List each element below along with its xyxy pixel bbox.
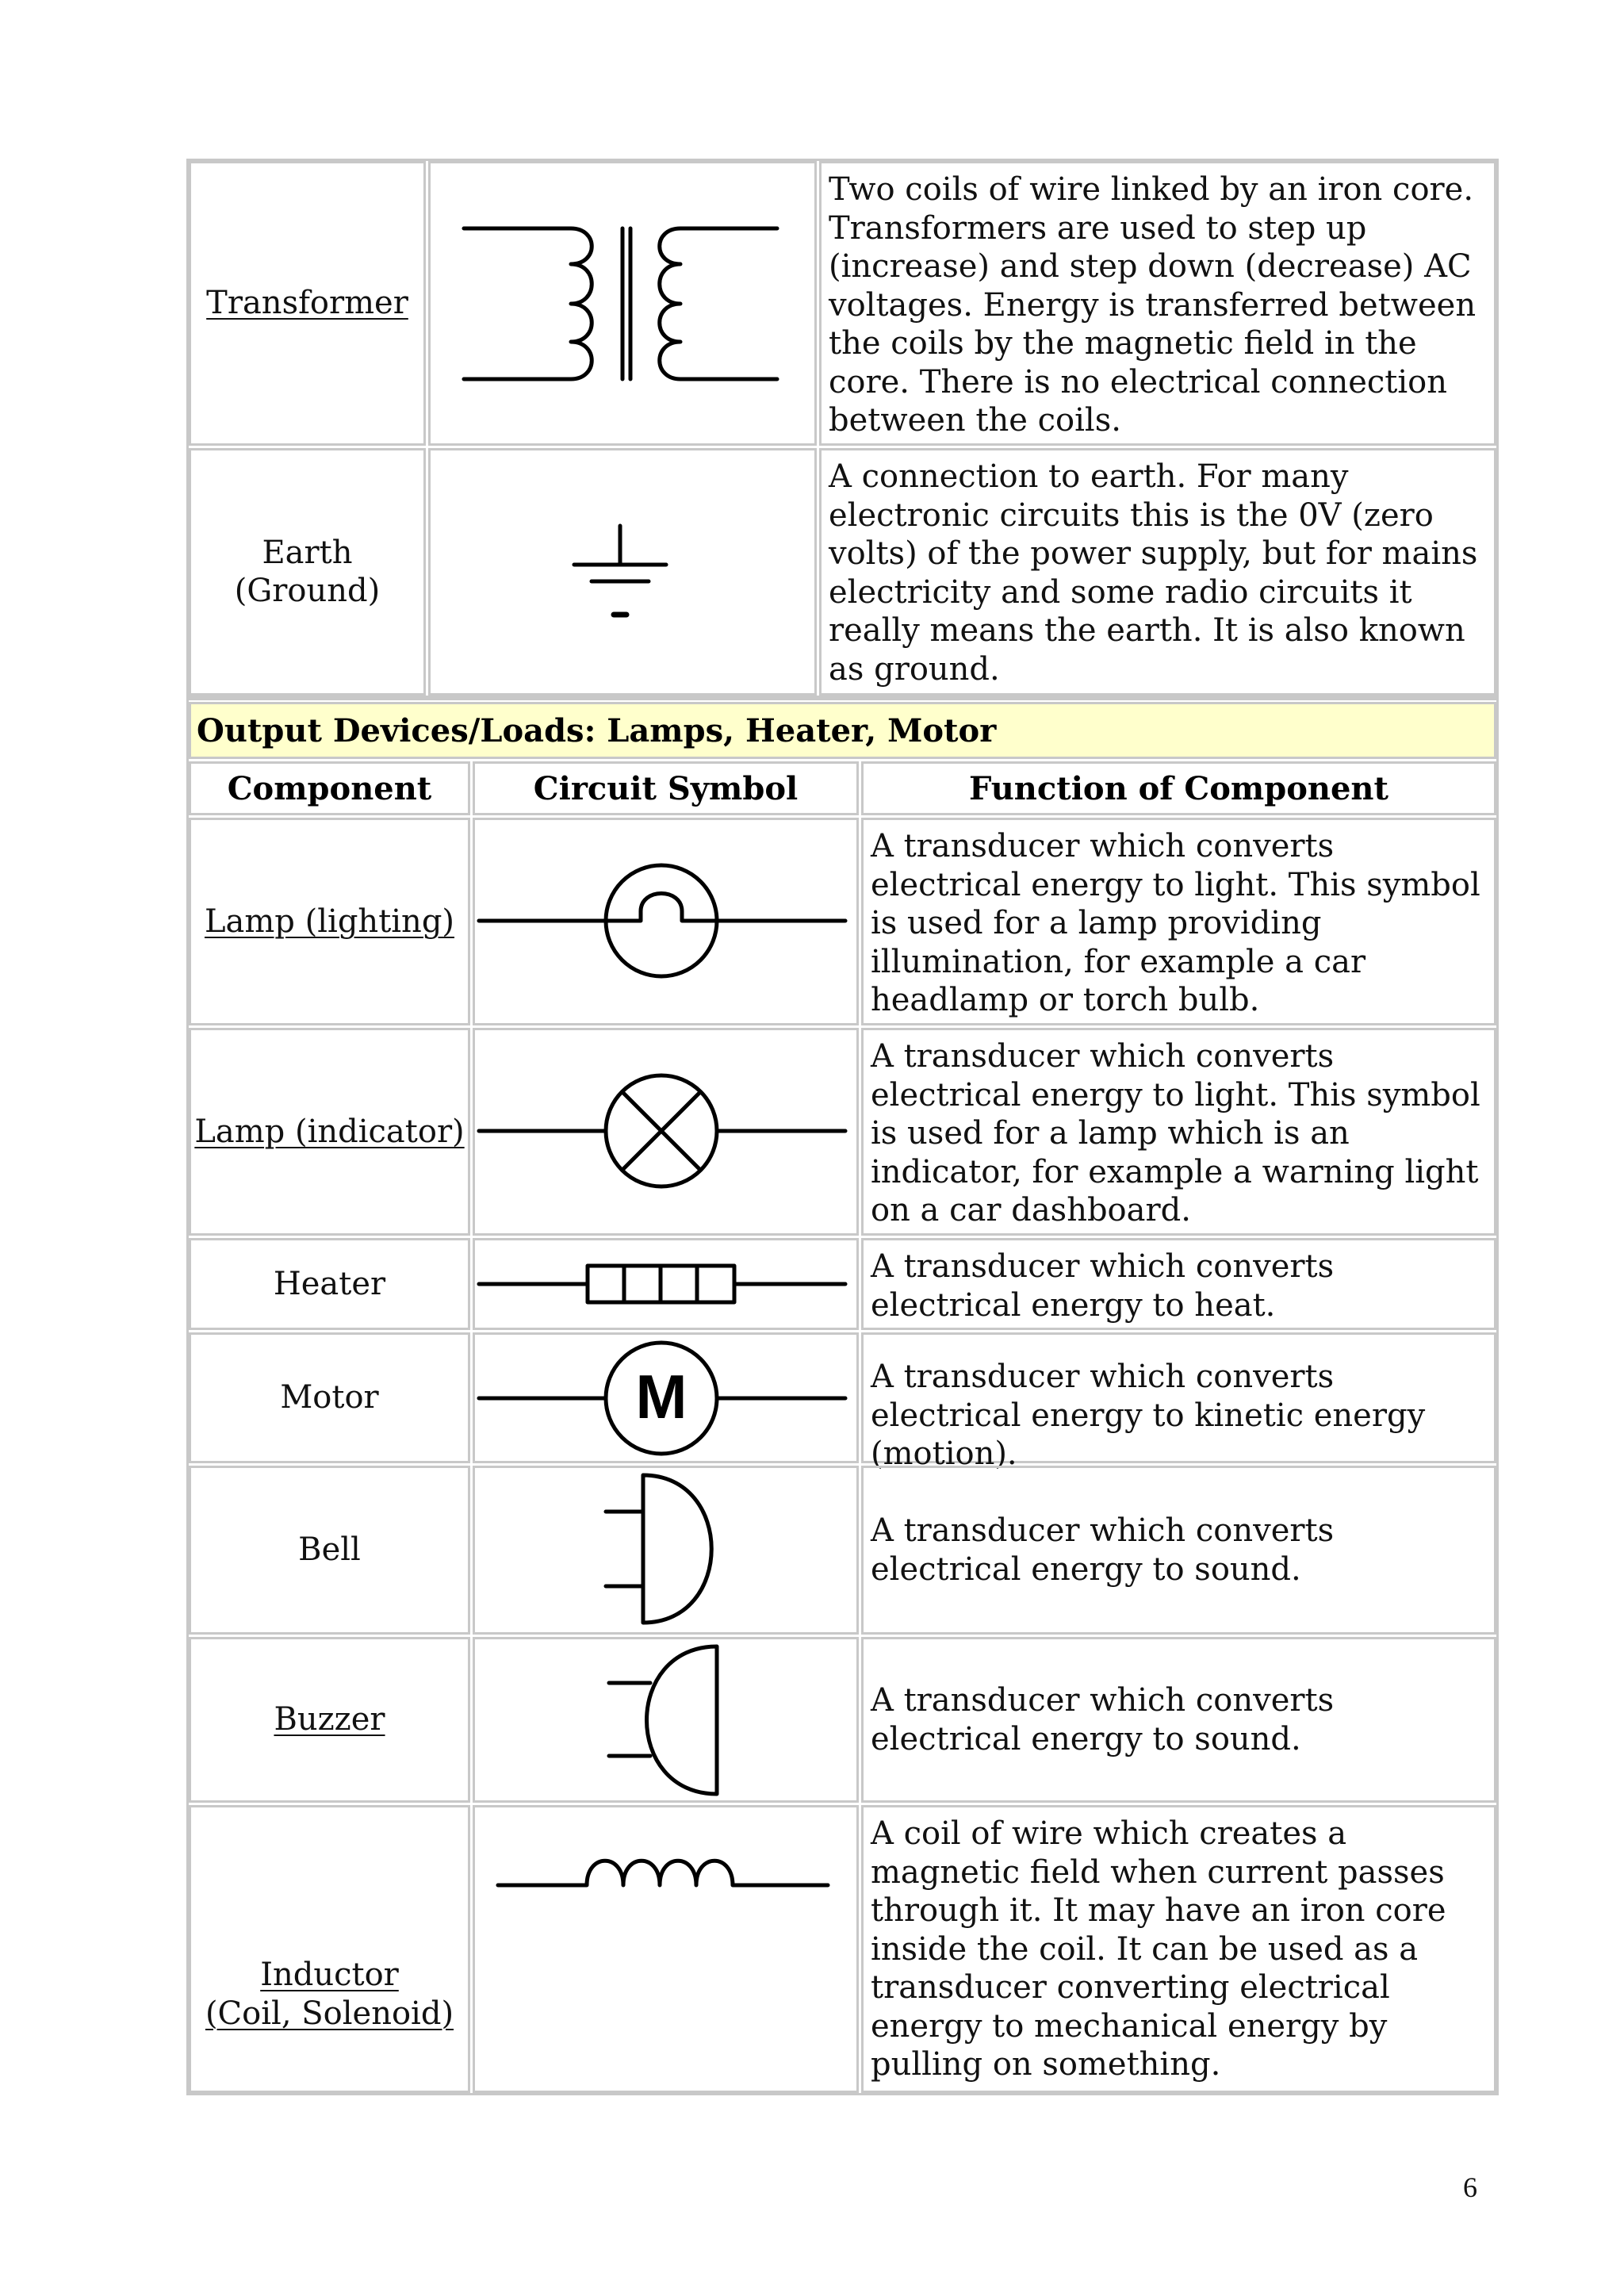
lamp-indicator-link[interactable]: Lamp (indicator) bbox=[194, 1113, 465, 1150]
col-header-function: Function of Component bbox=[969, 769, 1388, 807]
buzzer-link[interactable]: Buzzer bbox=[274, 1701, 385, 1738]
earth-symbol bbox=[428, 448, 817, 696]
lamp-indicator-name bbox=[189, 1028, 470, 1236]
ground-label: (Ground) bbox=[234, 573, 381, 609]
inductor-link[interactable]: Inductor bbox=[260, 1957, 399, 1993]
inductor-name bbox=[189, 1805, 470, 2093]
page-number: 6 bbox=[1463, 2171, 1477, 2203]
lamp-indicator-symbol bbox=[473, 1028, 859, 1236]
transformer-name bbox=[189, 161, 426, 446]
col-header-component: Component bbox=[227, 769, 432, 807]
lamp-indicator-function: A transducer which converts electrical energy to light. This symbol is used for a lamp which is an indicator, for example a warning light on a car dashboard. bbox=[871, 1038, 1480, 1228]
transformer-link[interactable]: Transformer bbox=[206, 285, 408, 322]
heater-symbol bbox=[473, 1238, 859, 1330]
motor-function: A transducer which converts electrical energy to kinetic energy (motion). bbox=[871, 1359, 1426, 1472]
buzzer-symbol bbox=[473, 1637, 859, 1803]
col-header-symbol: Circuit Symbol bbox=[533, 769, 799, 807]
lamp-lighting-symbol bbox=[473, 818, 859, 1025]
earth-label: Earth bbox=[262, 534, 353, 571]
heater-name: Heater bbox=[273, 1265, 386, 1302]
section-title: Output Devices/Loads: Lamps, Heater, Motor bbox=[197, 711, 997, 749]
motor-symbol bbox=[473, 1332, 859, 1463]
buzzer-name bbox=[189, 1637, 470, 1803]
transformer-symbol bbox=[428, 161, 817, 446]
bell-name: Bell bbox=[298, 1531, 361, 1569]
buzzer-function: A transducer which converts electrical energy to sound. bbox=[871, 1682, 1335, 1757]
lamp-lighting-function: A transducer which converts electrical energy to light. This symbol is used for a lamp providing illumination, for example a car headlamp or torch bulb. bbox=[871, 828, 1480, 1018]
lamp-lighting-link[interactable]: Lamp (lighting) bbox=[204, 903, 455, 940]
coil-solenoid-link[interactable]: (Coil, Solenoid) bbox=[205, 1995, 454, 2032]
motor-name: Motor bbox=[280, 1379, 379, 1416]
heater-function: A transducer which converts electrical energy to heat. bbox=[871, 1248, 1335, 1324]
lamp-lighting-name bbox=[189, 818, 470, 1025]
transformer-function: Two coils of wire linked by an iron core. Transformers are used to step up (increase) and step down (decrease) AC voltages. Energy is transferred between the coils by the magnetic field in the core. There is no electrical connection between the coils. bbox=[829, 171, 1477, 439]
inductor-function: A coil of wire which creates a magnetic field when current passes through it. It may have an iron core inside the coil. It can be used as a transducer converting electrical energy to mechanical energy by pulling on something. bbox=[871, 1815, 1446, 2083]
motor-letter: M bbox=[635, 1362, 688, 1432]
earth-name bbox=[189, 448, 426, 696]
bell-symbol bbox=[473, 1466, 859, 1635]
inductor-symbol bbox=[473, 1805, 859, 2093]
earth-function: A connection to earth. For many electronic circuits this is the 0V (zero volts) of the power supply, but for mains electricity and some radio circuits it really means the earth. It is also known as ground. bbox=[829, 458, 1478, 688]
bell-function: A transducer which converts electrical energy to sound. bbox=[871, 1512, 1335, 1588]
